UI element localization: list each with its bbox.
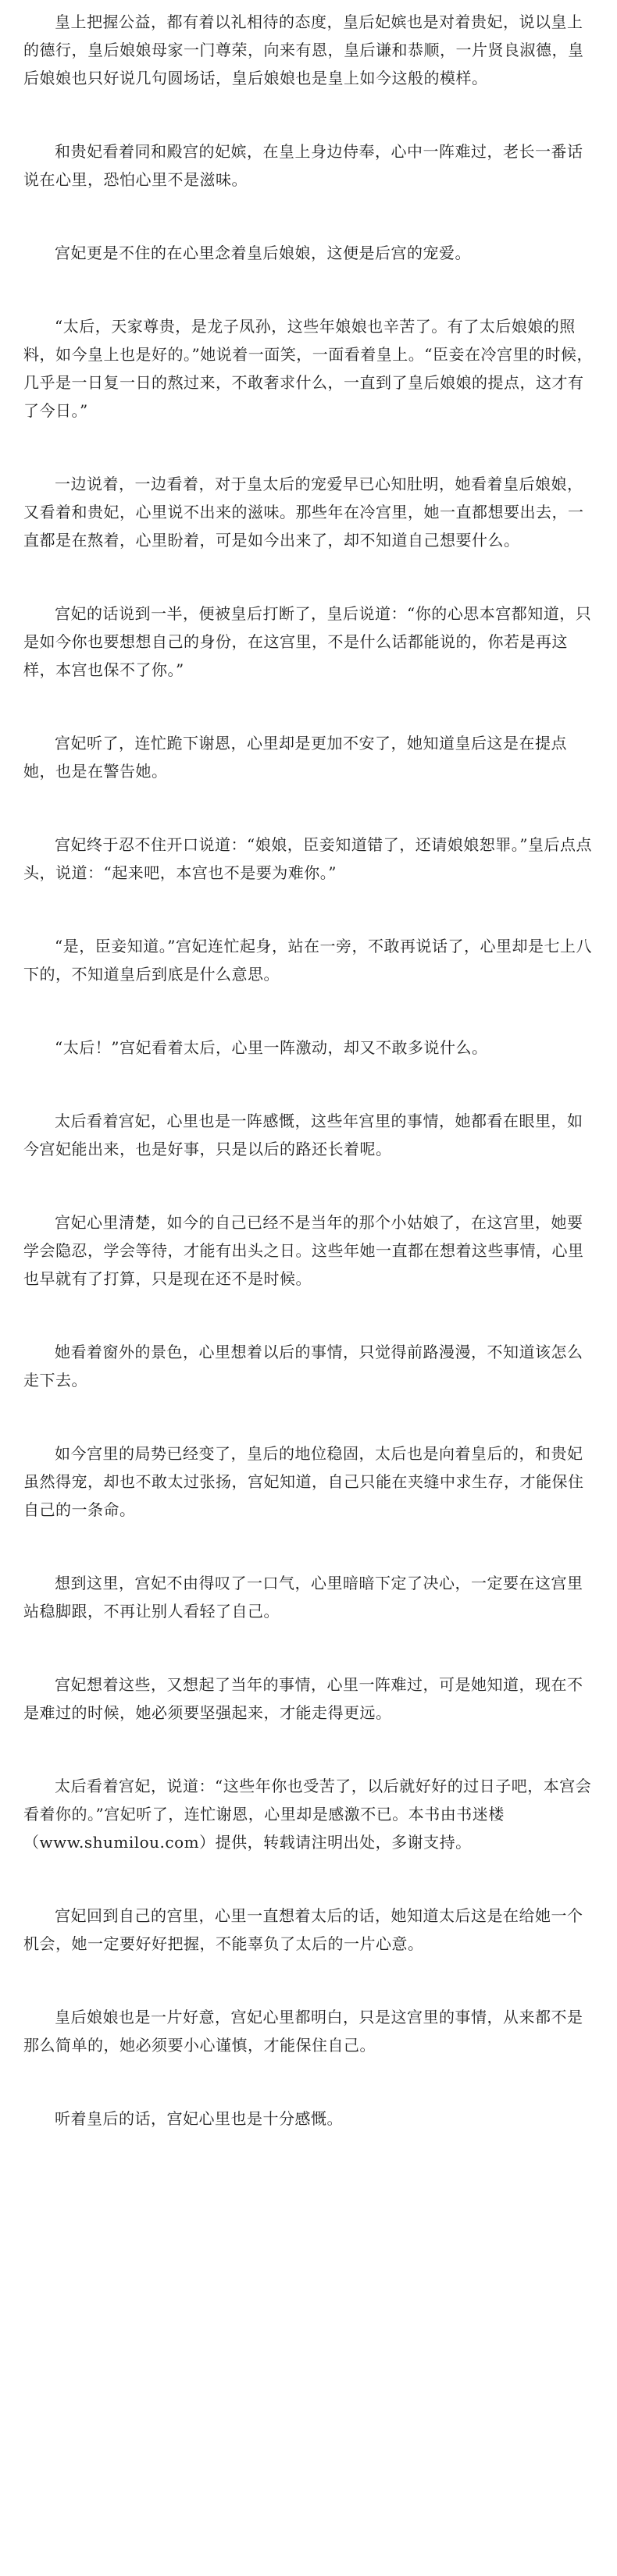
paragraph-3: 宫妃更是不住的在心里念着皇后娘娘，这便是后宫的宠爱。	[55, 244, 471, 262]
paragraph-9: “是，臣妾知道。”宫妃连忙起身，站在一旁，不敢再说话了，心里却是七上八下的，不知道皇后到底是什么意思。	[23, 937, 592, 984]
paragraph-14: 如今宫里的局势已经变了，皇后的地位稳固，太后也是向着皇后的，和贵妃虽然得宠，却也不敢太过张扬，宫妃知道，自己只能在夹缝中求生存，才能保住自己的一条命。	[23, 1444, 584, 1519]
paragraph-4: “太后，天家尊贵，是龙子凤孙，这些年娘娘也辛苦了。有了太后娘娘的照料，如今皇上也是好的。”她说着一面笑，一面看着皇上。“臣妾在冷宫里的时候，几乎是一日复一日的熬过来，不敢奢求什么，一直到了皇后娘娘的提点，这才有了今日。”	[23, 317, 593, 420]
paragraph-1: 皇上把握公益，都有着以礼相待的态度，皇后妃嫔也是对着贵妃，说以皇上的德行，皇后娘娘母家一门尊荣，向来有恩，皇后谦和恭顺，一片贤良淑德，皇后娘娘也只好说几句圆场话，皇后娘娘也是皇上如今这般的模样。	[23, 12, 584, 87]
paragraph-11: 太后看着宫妃，心里也是一阵感慨，这些年宫里的事情，她都看在眼里，如今宫妃能出来，也是好事，只是以后的路还长着呢。	[23, 1112, 583, 1158]
paragraph-19: 皇后娘娘也是一片好意，宫妃心里都明白，只是这宫里的事情，从来都不是那么简单的，她必须要小心谨慎，才能保住自己。	[23, 2008, 583, 2055]
paragraph-15: 想到这里，宫妃不由得叹了一口气，心里暗暗下定了决心，一定要在这宫里站稳脚跟，不再让别人看轻了自己。	[23, 1574, 583, 1621]
paragraph-16: 宫妃想着这些，又想起了当年的事情，心里一阵难过，可是她知道，现在不是难过的时候，她必须要坚强起来，才能走得更远。	[23, 1675, 583, 1722]
paragraph-10: “太后！”宫妃看着太后，心里一阵激动，却又不敢多说什么。	[55, 1038, 488, 1057]
paragraph-18: 宫妃回到自己的宫里，心里一直想着太后的话，她知道太后这是在给她一个机会，她一定要好好把握，不能辜负了太后的一片心意。	[23, 1906, 583, 1953]
paragraph-2: 和贵妃看着同和殿宫的妃嫔，在皇上身边侍奉，心中一阵难过，老长一番话说在心里，恐怕心里不是滋味。	[23, 142, 583, 189]
paragraph-6: 宫妃的话说到一半，便被皇后打断了，皇后说道：“你的心思本宫都知道，只是如今你也要想想自己的身份，在这宫里，不是什么话都能说的，你若是再这样，本宫也保不了你。”	[23, 604, 592, 679]
paragraph-5: 一边说着，一边看着，对于皇太后的宠爱早已心知肚明，她看着皇后娘娘，又看着和贵妃，心里说不出来的滋味。那些年在冷宫里，她一直都想要出去，一直都是在熬着，心里盼着，可是如今出来了，却不知道自己想要什么。	[23, 475, 584, 550]
paragraph-7: 宫妃听了，连忙跪下谢恩，心里却是更加不安了，她知道皇后这是在提点她，也是在警告她。	[23, 734, 567, 781]
paragraph-8: 宫妃终于忍不住开口说道：“娘娘，臣妾知道错了，还请娘娘恕罪。”皇后点点头，说道：“起来吧，本宫也不是要为难你。”	[23, 835, 592, 882]
paragraph-17: 太后看着宫妃，说道：“这些年你也受苦了，以后就好好的过日子吧，本宫会看着你的。”宫妃听了，连忙谢恩，心里却是感激不已。本书由书迷楼（www.shumilou.com）提供，转载请注明出处，多谢支持。	[23, 1777, 592, 1852]
paragraph-12: 宫妃心里清楚，如今的自己已经不是当年的那个小姑娘了，在这宫里，她要学会隐忍，学会等待，才能有出头之日。这些年她一直都在想着这些事情，心里也早就有了打算，只是现在还不是时候。	[23, 1213, 584, 1288]
paragraph-20: 听着皇后的话，宫妃心里也是十分感慨。	[55, 2109, 343, 2128]
paragraph-13: 她看着窗外的景色，心里想着以后的事情，只觉得前路漫漫，不知道该怎么走下去。	[23, 1343, 583, 1389]
